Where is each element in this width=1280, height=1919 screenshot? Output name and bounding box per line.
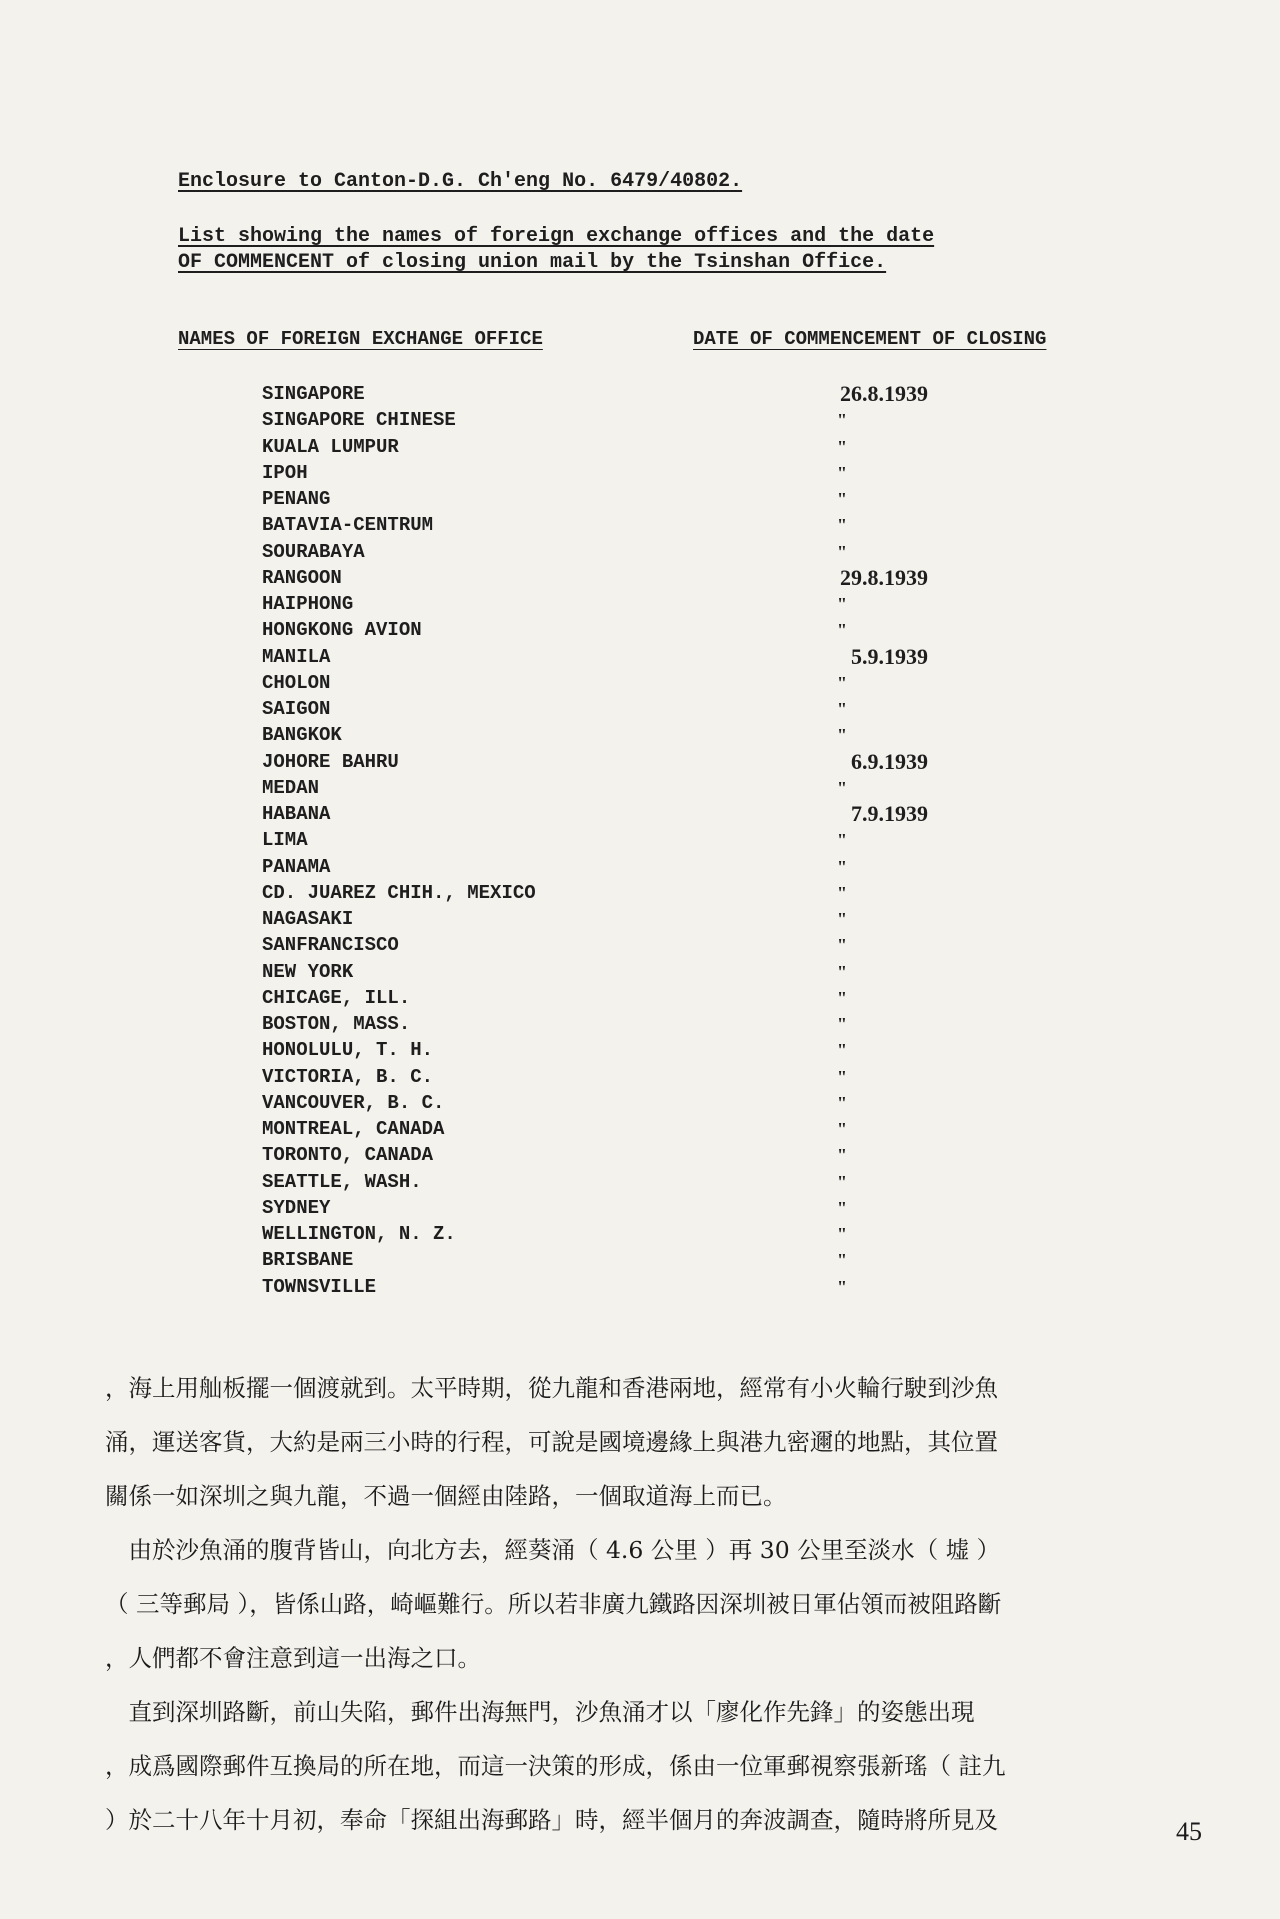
office-name: BANGKOK (262, 724, 342, 747)
office-name: CHOLON (262, 671, 331, 694)
table-row (262, 1274, 982, 1300)
closing-date: " (837, 856, 847, 877)
list-title-line-1: List showing the names of foreign exchange offices and the date (178, 225, 935, 248)
body-line: ，成爲國際郵件互換局的所在地，而這一決策的形成，係由一位軍郵視察張新瑤（ 註九 (105, 1752, 1006, 1780)
closing-date: " (837, 1145, 847, 1166)
office-name: SEATTLE, WASH. (262, 1170, 422, 1193)
body-text (105, 1365, 1205, 1851)
table-row (262, 460, 982, 486)
table-row (262, 1221, 982, 1247)
body-line: （ 三等郵局 ），皆係山路，崎嶇難行。所以若非廣九鐵路因深圳被日軍佔領而被阻路斷 (105, 1590, 1002, 1618)
closing-date: " (837, 489, 847, 509)
table-row (262, 1169, 982, 1195)
column-header-date: DATE OF COMMENCEMENT OF CLOSING (693, 328, 1047, 350)
closing-date: " (837, 909, 847, 929)
table-row (262, 407, 982, 433)
body-line: 由於沙魚涌的腹背皆山，向北方去，經葵涌（ 4.6 公里 ）再 30 公里至淡水（ 墟 ） (105, 1536, 1001, 1564)
office-name: BRISBANE (262, 1249, 354, 1272)
table-row (262, 801, 982, 827)
office-name: MEDAN (262, 776, 320, 799)
body-line: ）於二十八年十月初，奉命「探組出海郵路」時，經半個月的奔波調查，隨時將所見及 (105, 1806, 998, 1834)
office-name: TOWNSVILLE (262, 1275, 377, 1298)
closing-date: " (837, 436, 847, 457)
table-row (262, 512, 982, 538)
enclosure-reference: Enclosure to Canton-D.G. Ch'eng No. 6479/40802. (178, 170, 743, 193)
closing-date: " (837, 961, 847, 982)
office-name: SAIGON (262, 698, 331, 720)
table-row (262, 696, 982, 722)
table-row (262, 670, 982, 696)
closing-date: " (837, 594, 847, 614)
office-name: CD. JUAREZ CHIH., MEXICO (262, 881, 536, 904)
office-name: SINGAPORE (262, 383, 365, 405)
table-row (262, 381, 982, 407)
closing-date: " (837, 672, 847, 693)
closing-date: " (837, 1066, 847, 1087)
closing-date: " (837, 987, 847, 1008)
closing-date: 5.9.1939 (851, 643, 928, 669)
closing-date: 29.8.1939 (840, 564, 928, 590)
office-name: NAGASAKI (262, 908, 354, 930)
closing-date: " (837, 830, 847, 851)
list-title (178, 224, 934, 276)
exchange-office-table (262, 381, 982, 1300)
office-name: VANCOUVER, B. C. (262, 1091, 445, 1114)
table-row (262, 1142, 982, 1168)
closing-date: " (837, 882, 847, 903)
body-line: 涌，運送客貨，大約是兩三小時的行程，可說是國境邊緣上與港九密邇的地點，其位置 (105, 1428, 998, 1456)
closing-date: " (837, 1040, 847, 1061)
table-row (262, 591, 982, 617)
body-line: ，人們都不會注意到這一出海之口。 (105, 1644, 481, 1672)
closing-date: " (837, 935, 847, 956)
office-name: HAIPHONG (262, 593, 354, 615)
closing-date: " (837, 1092, 847, 1113)
table-row (262, 854, 982, 880)
table-row (262, 617, 982, 643)
table-row (262, 880, 982, 906)
office-name: JOHORE BAHRU (262, 750, 399, 773)
table-row (262, 1195, 982, 1221)
table-row (262, 959, 982, 985)
office-name: BOSTON, MASS. (262, 1013, 411, 1035)
office-name: RANGOON (262, 566, 342, 589)
office-name: NEW YORK (262, 960, 354, 983)
closing-date: " (837, 462, 847, 483)
body-line: ，海上用舢板擺一個渡就到。太平時期，從九龍和香港兩地，經常有小火輪行駛到沙魚 (105, 1374, 998, 1402)
office-name: SINGAPORE CHINESE (262, 409, 456, 432)
closing-date: " (837, 410, 847, 431)
office-name: HABANA (262, 803, 331, 825)
closing-date: " (837, 725, 847, 746)
closing-date: 6.9.1939 (851, 748, 928, 774)
table-row (262, 1064, 982, 1090)
closing-date: " (837, 777, 847, 798)
page-number: 45 (1176, 1817, 1202, 1846)
table-row (262, 722, 982, 748)
office-name: TORONTO, CANADA (262, 1144, 434, 1167)
table-row (262, 906, 982, 932)
office-name: LIMA (262, 829, 308, 852)
table-row (262, 539, 982, 565)
office-name: CHICAGE, ILL. (262, 986, 411, 1009)
closing-date: " (837, 1197, 847, 1218)
closing-date: " (837, 1224, 847, 1244)
closing-date: 26.8.1939 (840, 381, 928, 406)
office-name: PANAMA (262, 855, 331, 878)
table-row (262, 827, 982, 853)
table-row (262, 985, 982, 1011)
table-row (262, 1037, 982, 1063)
table-row (262, 1247, 982, 1273)
column-header-names: NAMES OF FOREIGN EXCHANGE OFFICE (178, 328, 543, 350)
closing-date: " (837, 620, 847, 641)
closing-date: " (837, 1276, 847, 1297)
office-name: KUALA LUMPUR (262, 435, 399, 458)
body-line: 直到深圳路斷，前山失陷，郵件出海無門，沙魚涌才以「廖化作先鋒」的姿態出現 (105, 1698, 975, 1726)
table-row (262, 434, 982, 460)
closing-date: 7.9.1939 (851, 801, 928, 826)
office-name: IPOH (262, 461, 308, 484)
office-name: SYDNEY (262, 1196, 331, 1219)
office-name: SOURABAYA (262, 540, 365, 563)
office-name: VICTORIA, B. C. (262, 1065, 434, 1088)
table-row (262, 932, 982, 958)
table-row (262, 1116, 982, 1142)
office-name: SANFRANCISCO (262, 934, 399, 957)
table-row (262, 749, 982, 775)
list-title-line-2: OF COMMENCENT of closing union mail by the Tsinshan Office. (178, 251, 887, 274)
office-name: MANILA (262, 645, 331, 668)
office-name: PENANG (262, 488, 331, 510)
office-name: MONTREAL, CANADA (262, 1118, 445, 1140)
closing-date: " (837, 1119, 847, 1139)
office-name: HONOLULU, T. H. (262, 1039, 434, 1062)
table-row (262, 565, 982, 591)
office-name: HONGKONG AVION (262, 619, 422, 642)
table-row (262, 486, 982, 512)
closing-date: " (837, 1250, 847, 1271)
table-row (262, 1011, 982, 1037)
office-name: WELLINGTON, N. Z. (262, 1223, 456, 1245)
closing-date: " (837, 699, 847, 719)
office-name: BATAVIA-CENTRUM (262, 514, 434, 537)
table-row (262, 1090, 982, 1116)
closing-date: " (837, 1171, 847, 1192)
closing-date: " (837, 515, 847, 536)
table-row (262, 775, 982, 801)
closing-date: " (837, 541, 847, 562)
closing-date: " (837, 1014, 847, 1034)
table-row (262, 644, 982, 670)
body-line: 關係一如深圳之與九龍，不過一個經由陸路，一個取道海上而已。 (105, 1482, 787, 1510)
